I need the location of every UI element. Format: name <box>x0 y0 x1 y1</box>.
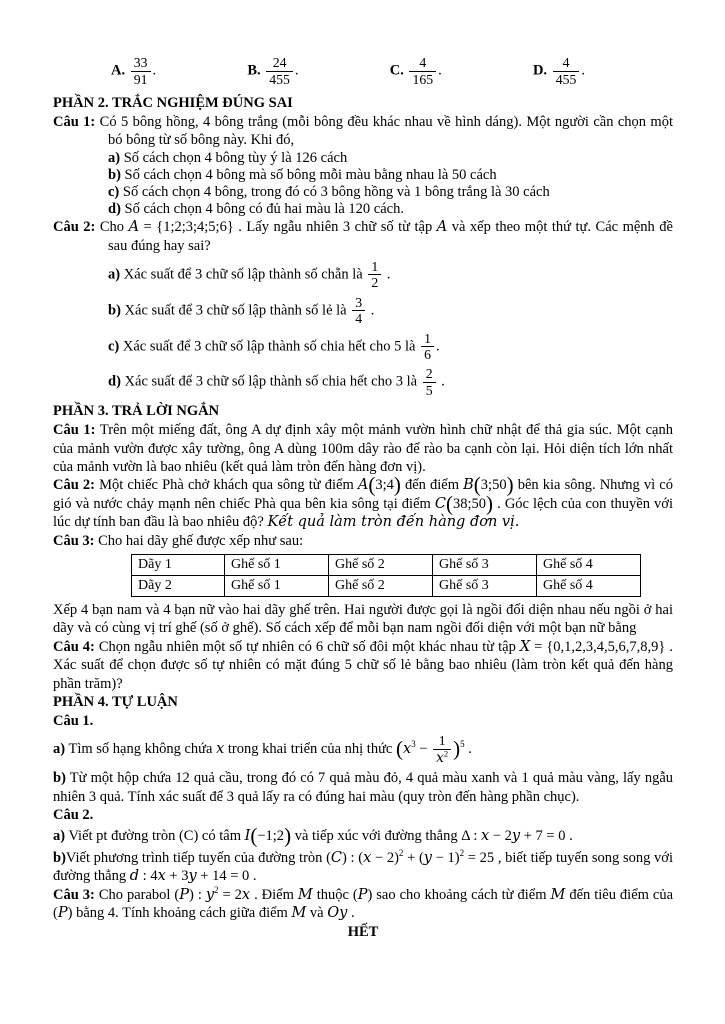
table-cell: Ghế số 1 <box>225 575 329 596</box>
part4-cau3: Câu 3: Cho parabol (P) : $y^2 = 2x$ . Điểm M thuộc (P) sao cho khoảng cách từ điểm M đến tiêu điểm của (P) bằng 4. Tính khoảng cách giữa điểm M và Oy . <box>53 884 674 921</box>
part2-cau2-item-c: c) Xác suất để 3 chữ số lập thành số chia hết cho 5 là $\frac{1}{6}$ . <box>108 330 440 363</box>
part4-cau2-label: Câu 2. <box>53 806 94 823</box>
part2-cau2-item-b: b) Xác suất để 3 chữ số lập thành số lẻ là $\frac{3}{4}$ . <box>108 294 375 327</box>
part3-heading: PHẦN 3. TRẢ LỜI NGẮN <box>53 403 220 420</box>
part4-heading: PHẦN 4. TỰ LUẬN <box>53 694 178 710</box>
table-cell: Dãy 1 <box>132 554 225 575</box>
paren: ( <box>396 736 403 761</box>
paren: ( <box>368 473 376 498</box>
paren: ( <box>250 824 258 849</box>
fraction: $\frac{1}{2}$ <box>368 259 381 291</box>
paren: ( <box>473 473 481 498</box>
table-cell: Ghế số 3 <box>433 554 537 575</box>
part2-cau1-item-a: a) Số cách chọn 4 bông tùy ý là 126 cách <box>108 149 348 166</box>
table-cell: Ghế số 3 <box>433 575 537 596</box>
paren: ) <box>453 736 461 761</box>
part4-cau1-item-a: a) Tìm số hạng không chứa x trong khai triển của nhị thức ($x^3$ − $\frac{1}{x^2}$ )$^5$ . <box>53 733 472 766</box>
end-marker: HẾT <box>347 924 379 941</box>
table-cell: Ghế số 2 <box>329 575 433 596</box>
part2-cau1-item-d: d) Số cách chọn 4 bông có đủ hai màu là 120 cách. <box>108 200 404 217</box>
table-cell: Ghế số 1 <box>225 554 329 575</box>
part2-cau2-item-a: a) Xác suất để 3 chữ số lập thành số chẵn là $\frac{1}{2}$ . <box>108 258 391 291</box>
part4-cau2-item-b: b)Viết phương trình tiếp tuyến của đường tròn (C) : $(x - 2)^2 + (y - 1)^2 = 25$ , biết tiếp tuyến song song với đường thẳng d : 4x + 3y + 14 = 0 . <box>53 847 673 885</box>
part2-heading: PHẦN 2. TRẮC NGHIỆM ĐÚNG SAI <box>53 95 293 111</box>
table-cell: Ghế số 4 <box>537 575 641 596</box>
answer-option-a: A. $\frac{33}{91}$ . <box>111 55 157 87</box>
part3-cau1: Câu 1: Trên một miếng đất, ông A dự định xây một mảnh vườn hình chữ nhật để thả gia súc. Một cạnh của mảnh vườn được xây tường, ông A dùng 100m dây rào để rào ba cạnh còn lại. Hỏi diện tích lớn nhất của mảnh vườn là bao nhiêu (kết quả làm tròn đến hàng đơn vị). <box>53 422 673 475</box>
part2-cau1-item-b: b) Số cách chọn 4 bông mà số bông mỗi màu bằng nhau là 50 cách <box>108 166 497 183</box>
part4-cau1-item-b: b) Từ một hộp chứa 12 quả cầu, trong đó có 7 quả màu đỏ, 4 quả màu xanh và 1 quả màu vàng, lấy ngẫu nhiên 3 quả. Tính xác suất để 3 quả lấy ra có đúng hai màu (quy tròn đến hàng phần chục). <box>53 770 673 805</box>
paren: ) <box>486 491 494 516</box>
table-cell: Dãy 2 <box>132 575 225 596</box>
part4-cau2-item-a: a) Viết pt đường tròn (C) có tâm I(−1;2) và tiếp xúc với đường thẳng Δ : x − 2y + 7 = 0 . <box>53 824 573 849</box>
part4-cau1-label: Câu 1. <box>53 712 94 729</box>
part2-cau2-intro: Câu 2: Cho A = {1;2;3;4;5;6} . Lấy ngẫu nhiên 3 chữ số từ tập A và xếp theo một thứ tự. Các mệnh đề sau đúng hay sai? <box>53 219 673 254</box>
fraction: $\frac{4}{455}$ <box>553 55 580 87</box>
fraction: $\frac{1}{6}$ <box>421 331 434 363</box>
table-row <box>132 575 641 596</box>
fraction: $\frac{1}{x^2}$ <box>433 733 451 766</box>
part3-cau4: Câu 4: Chọn ngẫu nhiên một số tự nhiên có 6 chữ số đôi một khác nhau từ tập X = {0,1,2,3,4,5,6,7,8,9} . Xác suất để chọn được số tự nhiên có mặt đúng 5 chữ số lẻ bằng bao nhiêu (làm tròn kết quả đến hàng phần trăm)? <box>53 638 673 692</box>
seat-table <box>131 554 641 597</box>
fraction: $\frac{4}{165}$ <box>409 55 436 87</box>
part2-cau2-item-d: d) Xác suất để 3 chữ số lập thành số chia hết cho 3 là $\frac{2}{5}$ . <box>108 366 445 398</box>
table-row <box>132 554 641 575</box>
paren: ) <box>506 473 514 498</box>
part3-cau3-intro: Câu 3: Cho hai dãy ghế được xếp như sau: <box>53 532 304 549</box>
part2-cau1-intro: Câu 1: Có 5 bông hồng, 4 bông trắng (mỗi bông đều khác nhau về hình dáng). Một người cần chọn một bó bông từ số bông này. Khi đó, <box>53 113 673 149</box>
fraction: $\frac{3}{4}$ <box>352 295 365 327</box>
table-cell: Ghế số 4 <box>537 554 641 575</box>
fraction: $\frac{33}{91}$ <box>131 55 151 87</box>
answer-option-d: D. $\frac{4}{455}$ . <box>532 55 585 87</box>
paren: ) <box>284 824 292 849</box>
table-cell: Ghế số 2 <box>329 554 433 575</box>
part3-cau3-after: Xếp 4 bạn nam và 4 bạn nữ vào hai dãy ghế trên. Hai người được gọi là ngồi đối diện nhau nếu ngồi ở hai dãy và có cùng vị trí ghế (số ở ghế). Số cách xếp để mỗi bạn nam ngồi đối diện với một bạn nữ bằng <box>53 601 673 637</box>
part2-cau1-item-c: c) Số cách chọn 4 bông, trong đó có 3 bông hồng và 1 bông trắng là 30 cách <box>108 183 550 200</box>
part3-cau2: Câu 2: Một chiếc Phà chở khách qua sông từ điểm A(3;4) đến điểm B(3;50) bên kia sông. Nhưng vì có gió và nước chảy mạnh nên chiếc Phà qua bên kia sông tại điểm C(38;50) . Góc lệch của con thuyền với lúc dự tính ban đầu là bao nhiêu độ? Kết quả làm tròn đến hàng đơn vị. <box>53 473 673 531</box>
answer-option-c: C. $\frac{4}{165}$ . <box>389 55 442 87</box>
fraction: $\frac{2}{5}$ <box>423 366 436 398</box>
paren: ) <box>393 473 401 498</box>
answer-option-b: B. $\frac{24}{455}$ . <box>247 55 299 87</box>
paren: ( <box>446 491 453 516</box>
answer-options-row <box>111 54 585 88</box>
fraction: $\frac{24}{455}$ <box>266 55 293 87</box>
